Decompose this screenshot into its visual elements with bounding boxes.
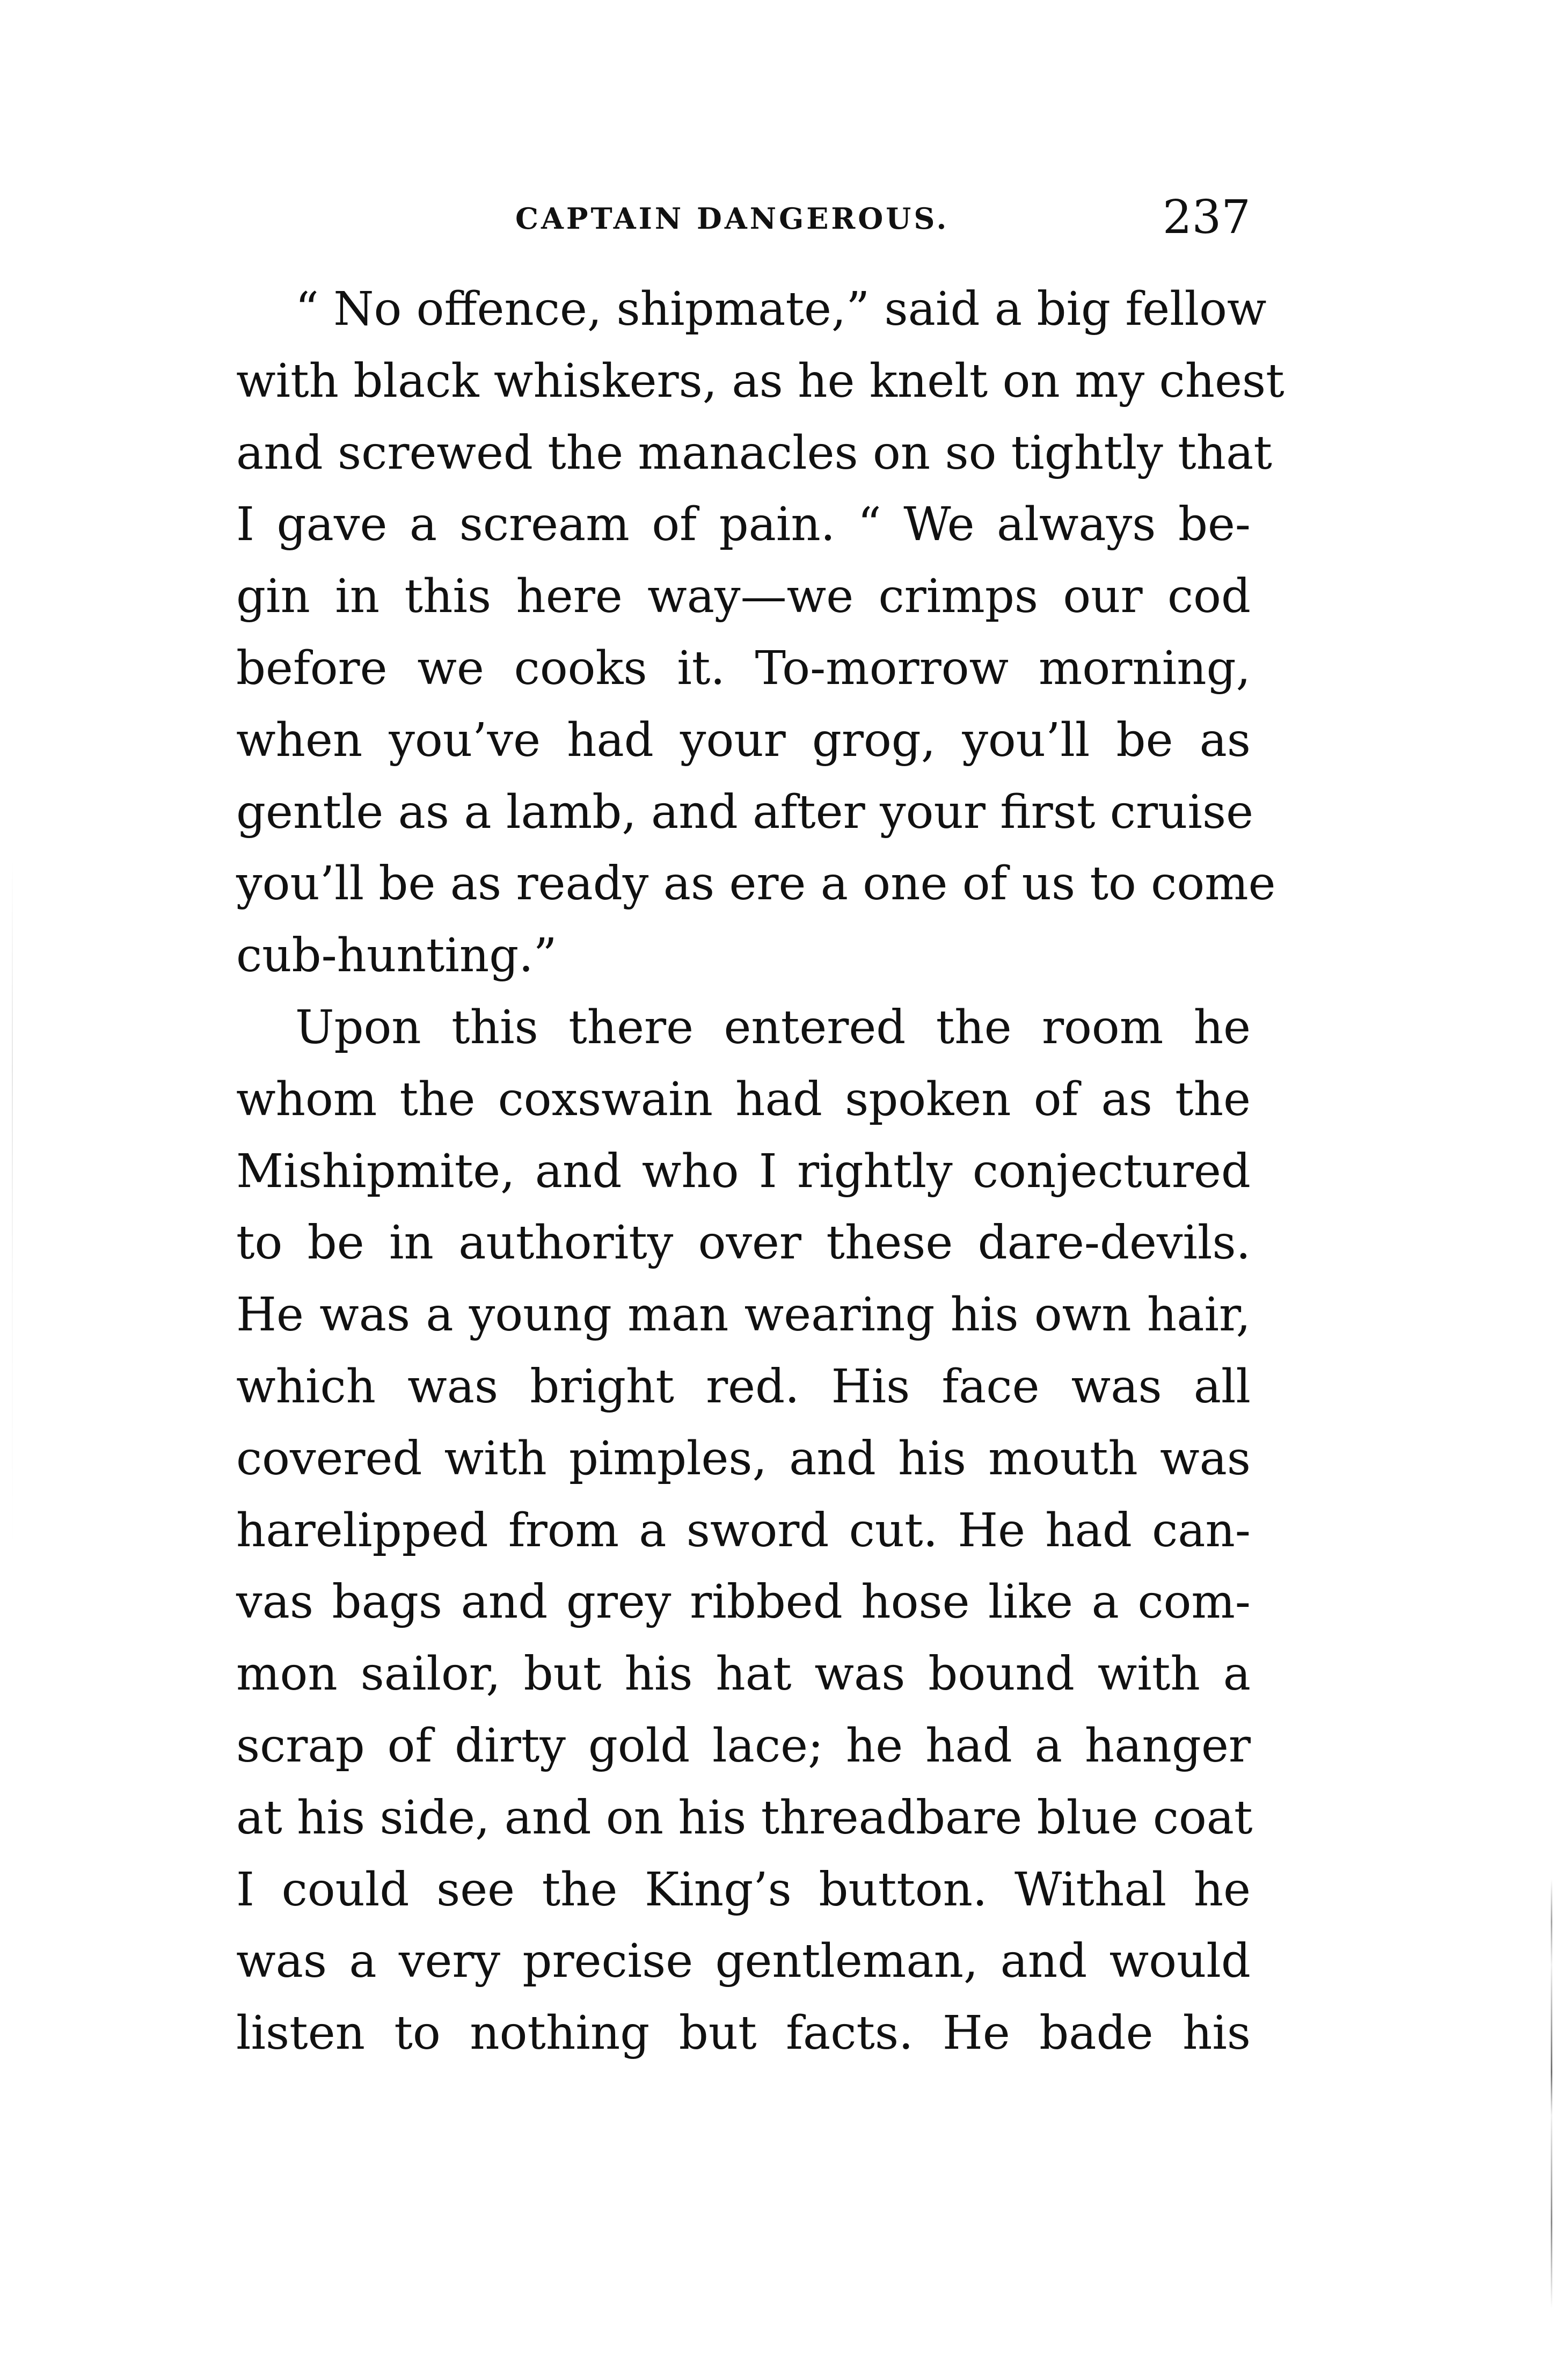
text-line: vas bags and grey ribbed hose like a com- xyxy=(236,1575,1251,1629)
text-line: covered with pimples, and his mouth was xyxy=(236,1431,1251,1486)
text-line: when you’ve had your grog, you’ll be as xyxy=(236,713,1251,767)
text-line: whom the coxswain had spoken of as the xyxy=(236,1072,1251,1126)
text-line: and screwed the manacles on so tightly that xyxy=(236,426,1272,480)
text-line: was a very precise gentleman, and would xyxy=(236,1934,1251,1989)
text-line: before we cooks it. To-morrow morning, xyxy=(236,641,1251,695)
text-line: listen to nothing but facts. He bade his xyxy=(236,2006,1251,2061)
text-line: I could see the King’s button. Withal he xyxy=(236,1862,1251,1917)
scan-edge-shadow-right xyxy=(1551,1879,1552,2309)
running-title: CAPTAIN DANGEROUS. xyxy=(515,201,950,236)
paragraph-2 xyxy=(236,992,1251,2070)
text-line: scrap of dirty gold lace; he had a hanger xyxy=(236,1719,1251,1773)
text-line: at his side, and on his threadbare blue coat xyxy=(236,1791,1253,1845)
text-line: Upon this there entered the room he xyxy=(295,1000,1251,1054)
text-line: mon sailor, but his hat was bound with a xyxy=(236,1647,1251,1701)
text-line: harelipped from a sword cut. He had can- xyxy=(236,1503,1251,1557)
text-line: which was bright red. His face was all xyxy=(236,1359,1251,1414)
body-text xyxy=(236,274,1284,2070)
text-line: “ No offence, shipmate,” said a big fellow xyxy=(295,282,1267,336)
text-line: He was a young man wearing his own hair, xyxy=(236,1288,1251,1342)
running-head xyxy=(236,191,1251,255)
text-line: with black whiskers, as he knelt on my chest xyxy=(236,354,1284,408)
text-line: you’ll be as ready as ere a one of us to come xyxy=(236,857,1276,911)
text-line: gentle as a lamb, and after your first cruise xyxy=(236,785,1253,839)
text-line: gin in this here way—we crimps our cod xyxy=(236,570,1251,624)
text-line: to be in authority over these dare-devils. xyxy=(236,1216,1251,1270)
paragraph-1 xyxy=(236,274,1284,992)
text-line: Mishipmite, and who I rightly conjectured xyxy=(236,1144,1251,1198)
text-line: cub-hunting.” xyxy=(236,929,557,983)
text-line: I gave a scream of pain. “ We always be- xyxy=(236,498,1251,552)
scan-edge-shadow-left xyxy=(12,859,13,1557)
page-number: 237 xyxy=(1162,191,1251,244)
